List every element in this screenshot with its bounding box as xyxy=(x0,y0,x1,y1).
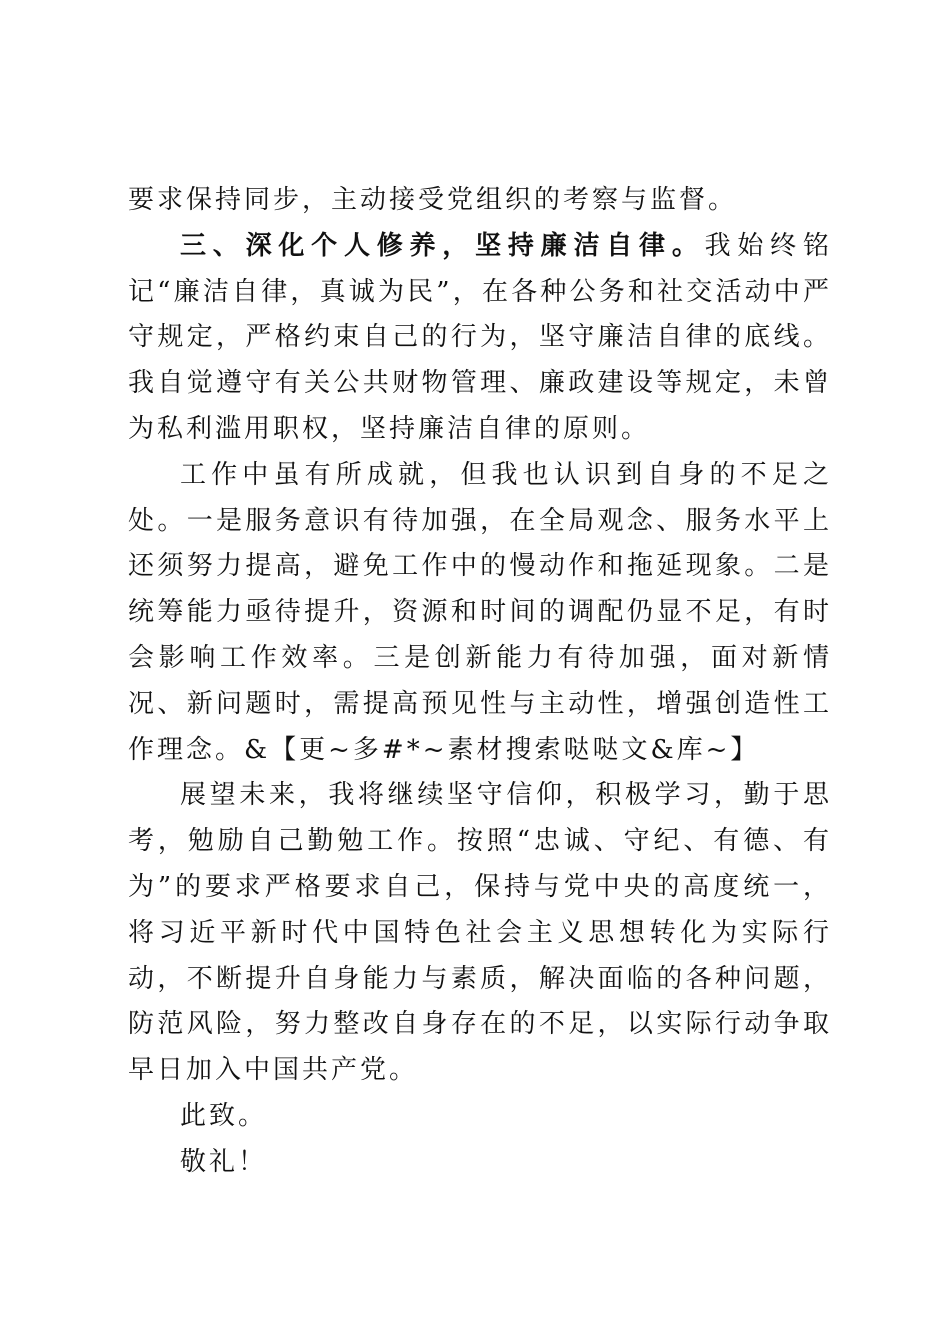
closing-salutation: 此致。 xyxy=(180,1100,268,1131)
section3-heading: 三、深化个人修养，坚持廉洁自律。 xyxy=(180,230,705,261)
document-page xyxy=(128,178,832,1186)
paragraph-section3 xyxy=(128,224,832,453)
paragraph-shortcomings: 工作中虽有所成就，但我也认识到自身的不足之处。一是服务意识有待加强，在全局观念、服务水平上还须努力提高，避免工作中的慢动作和拖延现象。二是统筹能力亟待提升，资源和时间的调配仍显不足，有时会影响工作效率。三是创新能力有待加强，面对新情况、新问题时，需提高预见性与主动性，增强创造性工作理念。&【更~多#*~素材搜索哒哒文&库~】 xyxy=(128,459,832,765)
closing-respect: 敬礼！ xyxy=(180,1146,268,1177)
section3-body: 我始终铭记“廉洁自律，真诚为民”，在各种公务和社交活动中严守规定，严格约束自己的行为，坚守廉洁自律的底线。我自觉遵守有关公共财物管理、廉政建设等规定，未曾为私利滥用职权，坚持廉洁自律的原则。 xyxy=(128,230,832,444)
paragraph-outlook: 展望未来，我将继续坚守信仰，积极学习，勤于思考，勉励自己勤勉工作。按照“忠诚、守纪、有德、有为”的要求严格要求自己，保持与党中央的高度统一，将习近平新时代中国特色社会主义思想转化为实际行动，不断提升自身能力与素质，解决面临的各种问题，防范风险，努力整改自身存在的不足，以实际行动争取早日加入中国共产党。 xyxy=(128,780,832,1086)
paragraph-continuation: 要求保持同步，主动接受党组织的考察与监督。 xyxy=(128,185,738,215)
